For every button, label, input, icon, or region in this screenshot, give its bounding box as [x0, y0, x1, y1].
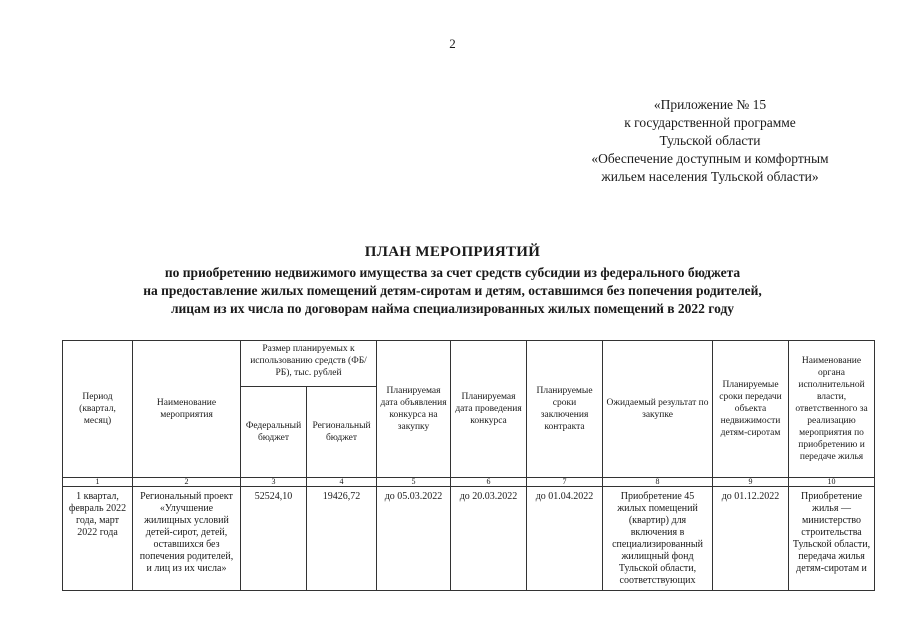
header-regional-budget: Региональный бюджет: [307, 387, 377, 478]
cell-responsible-body: Приобретение жилья — министерство строительства Тульской области, передача жилья детям-сиротам и: [789, 487, 875, 591]
cell-announce-date: до 05.03.2022: [377, 487, 451, 591]
header-event-name: Наименование мероприятия: [133, 341, 241, 478]
cell-contract-terms: до 01.04.2022: [527, 487, 603, 591]
column-numbers-row: [63, 478, 875, 487]
column-number: 3: [241, 478, 307, 487]
page-number: 2: [449, 36, 456, 51]
appendix-line: «Приложение № 15: [653, 97, 767, 112]
column-number: 7: [527, 478, 603, 487]
subtitle-line: лицам из их числа по договорам найма специализированных жилых помещений в 2022 году: [170, 301, 735, 316]
column-number: 4: [307, 478, 377, 487]
header-announce-date: Планируемая дата объявления конкурса на закупку: [377, 341, 451, 478]
appendix-line: к государственной программе: [624, 115, 796, 130]
cell-federal-budget: 52524,10: [241, 487, 307, 591]
table-row: [63, 487, 875, 591]
header-responsible-body: Наименование органа исполнительной власти, ответственного за реализацию мероприятия по приобретению и передаче жилья: [789, 341, 875, 478]
cell-contest-date: до 20.03.2022: [451, 487, 527, 591]
column-number: 1: [63, 478, 133, 487]
cell-transfer-terms: до 01.12.2022: [713, 487, 789, 591]
appendix-line: Тульской области: [659, 133, 761, 148]
appendix-reference: [560, 96, 860, 186]
header-contest-date: Планируемая дата проведения конкурса: [451, 341, 527, 478]
subtitle-line: на предоставление жилых помещений детям-сиротам и детям, оставшимся без попечения родителей,: [143, 283, 762, 298]
column-number: 6: [451, 478, 527, 487]
header-budget-group: Размер планируемых к использованию средств (ФБ/РБ), тыс. рублей: [241, 341, 377, 387]
document-subtitle: [0, 264, 905, 318]
appendix-line: «Обеспечение доступным и комфортным: [591, 151, 829, 166]
document-title: ПЛАН МЕРОПРИЯТИЙ: [364, 244, 541, 260]
column-number: 8: [603, 478, 713, 487]
header-contract-terms: Планируемые сроки заключения контракта: [527, 341, 603, 478]
plan-table: [62, 340, 875, 591]
cell-period: 1 квартал, февраль 2022 года, март 2022 года: [63, 487, 133, 591]
cell-expected-result: Приобретение 45 жилых помещений (квартир) для включения в специализированный жилищный фонд Тульской области, соответствующих: [603, 487, 713, 591]
appendix-line: жильем населения Тульской области»: [601, 169, 819, 184]
column-number: 2: [133, 478, 241, 487]
column-number: 5: [377, 478, 451, 487]
header-transfer-terms: Планируемые сроки передачи объекта недвижимости детям-сиротам: [713, 341, 789, 478]
table-header-row: [63, 341, 875, 387]
column-number: 10: [789, 478, 875, 487]
column-number: 9: [713, 478, 789, 487]
cell-event-name: Региональный проект «Улучшение жилищных условий детей-сирот, детей, оставшихся без попечения родителей, и лиц из их числа»: [133, 487, 241, 591]
cell-regional-budget: 19426,72: [307, 487, 377, 591]
header-federal-budget: Федеральный бюджет: [241, 387, 307, 478]
header-expected-result: Ожидаемый результат по закупке: [603, 341, 713, 478]
header-period: Период (квартал, месяц): [63, 341, 133, 478]
subtitle-line: по приобретению недвижимого имущества за счет средств субсидии из федерального бюджета: [164, 265, 741, 280]
